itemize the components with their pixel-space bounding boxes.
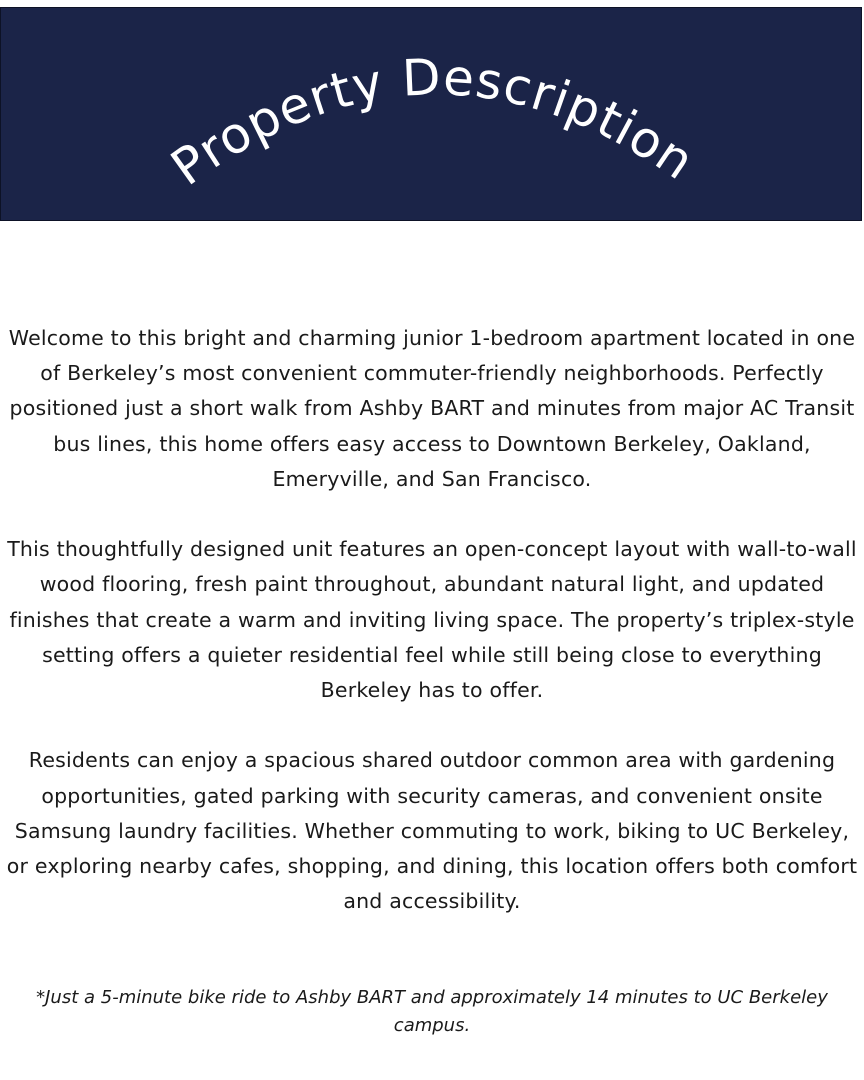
- page-title: [161, 48, 705, 197]
- title-arc-graphic: [1, 8, 863, 222]
- property-description-body: [0, 321, 864, 955]
- page-title-text: Property Description: [160, 47, 706, 197]
- footnote: [0, 984, 864, 1040]
- description-paragraph-welcome: Welcome to this bright and charming junior 1-bedroom apartment located in one of Berkeley’s most convenient commuter-friendly neighborhoods. Perfectly positioned just a short walk from Ashby BART and minutes from major AC Transit bus lines, this home offers easy access to Downtown Berkeley, Oakland, Emeryville, and San Francisco.: [8, 326, 856, 491]
- footnote-text: *Just a 5-minute bike ride to Ashby BART and approximately 14 minutes to UC Berkeley campus.: [36, 987, 828, 1036]
- header-banner: [0, 7, 862, 221]
- description-paragraph-amenities: Residents can enjoy a spacious shared outdoor common area with gardening opportunities, gated parking with security cameras, and convenient onsite Samsung laundry facilities. Whether commuting to work, biking to UC Berkeley, or exploring nearby cafes, shopping, and dining, this location offers both comfort and accessibility.: [6, 748, 858, 914]
- description-paragraph-features: This thoughtfully designed unit features an open-concept layout with wall-to-wall wood flooring, fresh paint throughout, abundant natural light, and updated finishes that create a warm and inviting living space. The property’s triplex-style setting offers a quieter residential feel while still being close to everything Berkeley has to offer.: [7, 537, 857, 703]
